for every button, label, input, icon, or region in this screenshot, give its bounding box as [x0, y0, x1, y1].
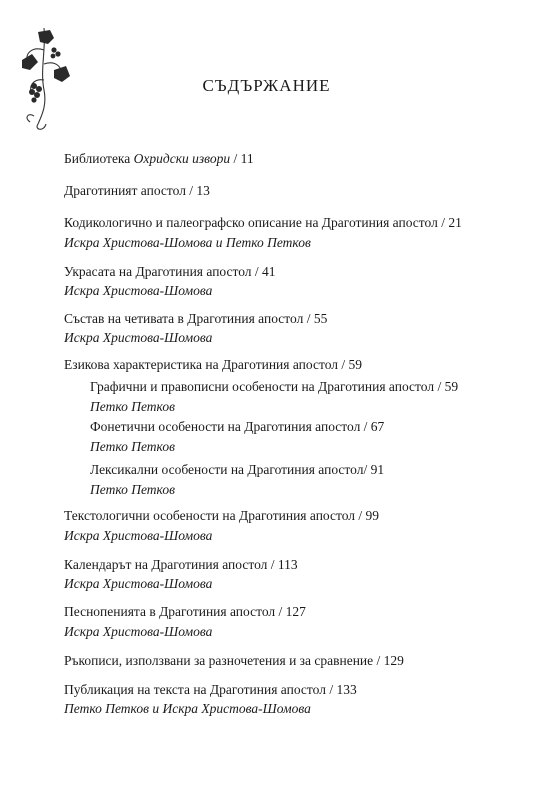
toc-entry-title: Публикация на текста на Драготиния апостол / 133 [64, 682, 357, 697]
toc-entry-author: Искра Христова-Шомова [64, 624, 213, 639]
toc-entry-title: Песнопенията в Драготиния апостол / 127 [64, 604, 306, 619]
toc-entry-author: Петко Петков [90, 482, 175, 497]
toc-entry-author: Петко Петков [90, 399, 175, 414]
toc-subentry-title: Фонетични особености на Драготиния апостол / 67 [90, 419, 385, 434]
toc-section-title: Езикова характеристика на Драготиния апостол / 59 [64, 357, 363, 372]
toc-subentry-title: Лексикални особености на Драготиния апостол/ 91 [90, 462, 385, 477]
toc-entry-author: Искра Христова-Шомова [64, 283, 213, 298]
toc-entry-author: Искра Христова-Шомова [64, 330, 213, 345]
toc-entry-author: Искра Христова-Шомова [64, 528, 213, 543]
toc-entry-title: Украсата на Драготиния апостол / 41 [64, 264, 276, 279]
toc-entry-title: Текстологични особености на Драготиния апостол / 99 [64, 508, 380, 523]
toc-entry-author: Петко Петков [90, 439, 175, 454]
toc-entry-title: Библиотека Охридски извори / 11 [64, 151, 254, 166]
toc-entry-author: Искра Христова-Шомова и Петко Петков [64, 235, 311, 250]
toc-entry-title: Ръкописи, използвани за разночетения и за сравнение / 129 [64, 653, 404, 668]
toc-entry-author: Искра Христова-Шомова [64, 576, 213, 591]
toc-entry-title: Календарът на Драготиния апостол / 113 [64, 557, 298, 572]
toc-entry-title: Кодикологично и палеографско описание на Драготиния апостол / 21 [64, 215, 462, 230]
page-title: СЪДЪРЖАНИЕ [202, 76, 331, 95]
toc-entry-author: Петко Петков и Искра Христова-Шомова [64, 701, 311, 716]
toc-subentry-title: Графични и правописни особености на Драготиния апостол / 59 [90, 379, 459, 394]
toc-entry-title: Състав на четивата в Драготиния апостол / 55 [64, 311, 328, 326]
toc-entry-title: Драготиният апостол / 13 [64, 183, 210, 198]
